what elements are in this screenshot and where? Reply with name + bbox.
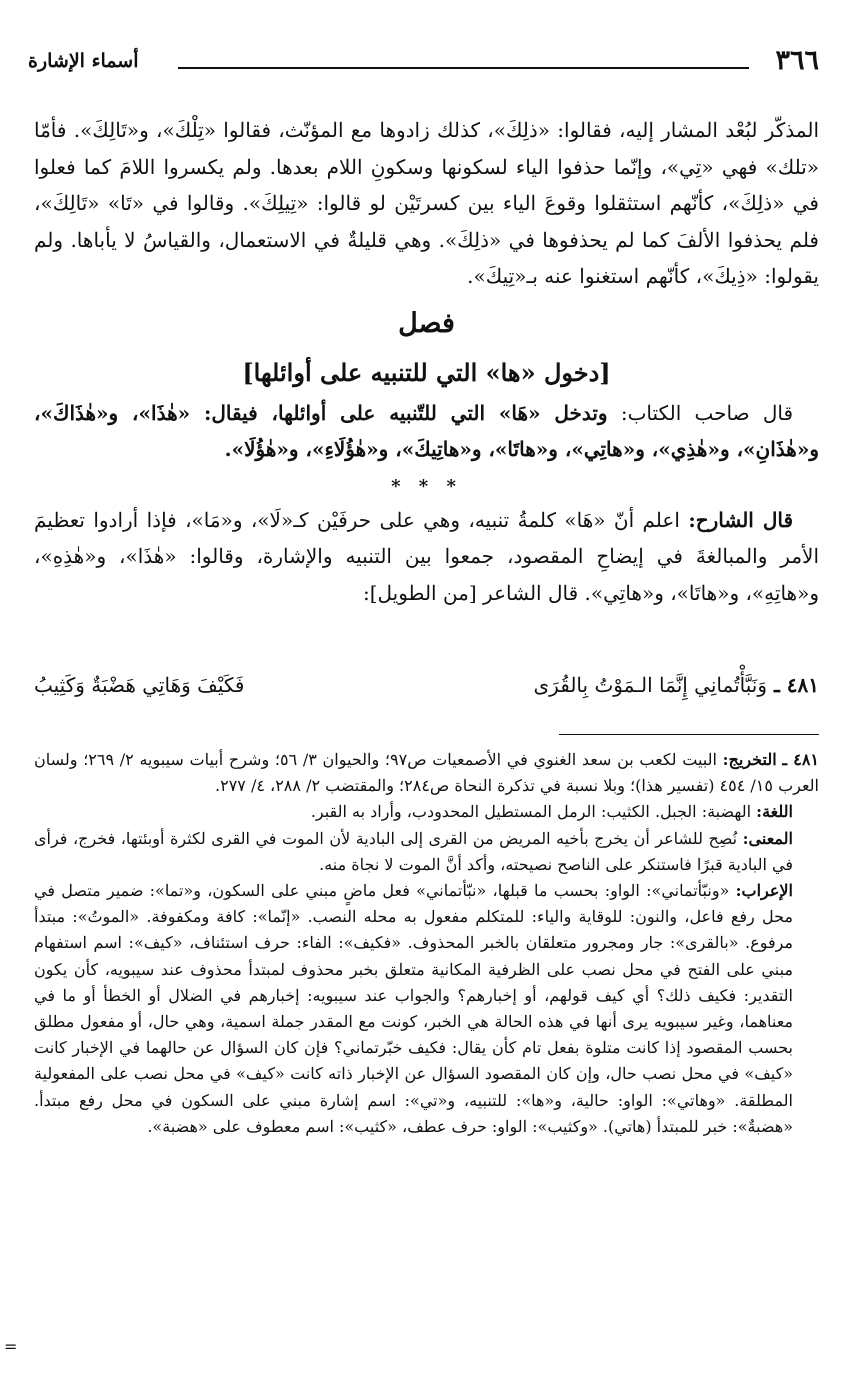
separator-stars: * * *	[391, 475, 462, 497]
footnote-takhrij	[34, 747, 819, 799]
matn-text: وتدخل «هَا» التي للتّنبيه على أوائلها، فيقال: «هٰذَا»، و«هٰذَاكَ»، و«هٰذَانِ»، و«هٰذِي»، و«هاتِي»، و«هاتَا»، و«هاتِيكَ»، و«هٰؤُلَاءِ»، و«هٰؤُلَا».	[34, 400, 819, 461]
header-rule	[178, 67, 749, 69]
section-subtitle: [دخول «ها» التي للتنبيه على أوائلها]	[242, 357, 611, 387]
sharh-paragraph	[34, 502, 819, 612]
footnote-maana	[34, 826, 819, 878]
takhrij-label: التخريج:	[722, 750, 777, 769]
footnote-number: ٤٨١ ـ	[782, 750, 819, 769]
section-title: فصل	[398, 307, 455, 339]
main-text	[34, 112, 819, 611]
verse-second-hemistich: فَكَيْفَ وَهَاتِي هَضْبَةٌ وَكَثِيبُ	[34, 673, 245, 697]
irab-text: «ونبّأتماني»: الواو: بحسب ما قبلها، «نبّأتماني» فعل ماضٍ مبني على السكون، و«تما»: ضمير متصل في محل رفع فاعل، والنون: للوقاية والياء: للمتكلم مفعول به محله النصب. «إنّما»: كافة ومكفوفة. «الموتُ»: مبتدأ مرفوع. «بالقرى»: جار ومجرور متعلقان بالخبر المحذوف. «فكيف»: الفاء: حرف استئناف، «كيف»: اسم استفهام مبني على الفتح في محل نصب على الظرفية المكانية متعلق بخبر محذوف لمبتدأ محذوف عند سيبويه، كأن يكون التقدير: فكيف ذلك؟ أي كيف قولهم، أو إخبارهم؟ والجواب عند سيبويه: إخبارهم في الضلال أو الخطأ أو ما في معناهما، وغير سيبويه يرى أنها في هذه الحالة هي الخبر، كونت مع المقدر جملة اسمية، وهي حال، أو مفعول مطلق بحسب المقصود إذا كانت متلوة بفعل تام كأن يقال: فكيف خبّرتماني؟ فإن كان السؤال عن حالهما في الإخبار كانت «كيف» في محل نصب حال، وإن كان المقصود السؤال عن الإخبار ذاته كانت «كيف» في محل نصب على المفعولية المطلقة. «وهاتي»: الواو: حالية، و«ها»: للتنبيه، و«تي»: اسم إشارة مبني على السكون في محل رفع مبتدأ. «هضبةٌ»: خبر للمبتدأ (هاتي). «وكثيب»: الواو: حرف عطف، «كثيب»: اسم معطوف على «هضبة».	[34, 881, 794, 1136]
takhrij-text: البيت لكعب بن سعد الغنوي في الأصمعيات ص٩٧؛ والحيوان ٣/ ٥٦؛ وشرح أبيات سيبويه ٢/ ٢٦٩؛ ولسان العرب ١٥/ ٤٥٤ (تفسير هذا)؛ وبلا نسبة في تذكرة النحاة ص٢٨٤؛ والمقتضب ٢/ ٢٨٨، ٤/ ٢٧٧.	[34, 750, 819, 796]
lugha-label: اللغة:	[756, 802, 793, 822]
sharh-text: اعلم أنّ «هَا» كلمةُ تنبيه، وهي على حرفَيْن كـ«لَا»، و«مَا»، فإذا أرادوا تعظيمَ الأمر والمبالغةَ في إيضاحِ المقصود، جمعوا بين التنبيه والإشارة، وقالوا: «هٰذَا»، و«هٰذِهِ»، و«هاتِهِ»، و«هاتَا»، و«هاتِي». قال الشاعر [من الطويل]:	[34, 507, 819, 605]
sharh-lead: قال الشارح:	[688, 507, 794, 532]
maana-label: المعنى:	[742, 828, 793, 848]
matn-paragraph	[34, 395, 819, 468]
footnote-lugha	[34, 799, 819, 825]
poem-verse	[34, 667, 819, 703]
page-header	[28, 44, 819, 78]
lugha-text: الهضبة: الجبل. الكثيب: الرمل المستطيل المحدودب، وأراد به القبر.	[310, 802, 752, 822]
maana-text: نُصِح للشاعر أن يخرج بأخيه المريض من القرى إلى البادية لأن الموت في القرى لكثرة أوبئتها، فخرج، فرأى في البادية قبرًا فاستنكر على الناصح نصيحته، وأكد أنَّ الموت لا نجاة منه.	[34, 828, 793, 874]
intro-paragraph: المذكّر لبُعْد المشار إليه، فقالوا: «ذلِكَ»، كذلك زادوها مع المؤنّث، فقالوا «تِلْكَ»، و«تَالِكَ». فأمّا «تلك» فهي «تِي»، وإنّما حذفوا الياء لسكونها وسكونِ اللام بعدها. ولم يكسروا اللامَ كما فعلوا في «ذلِكَ»، كأنّهم استثقلوا وقوعَ الياء بين كسرتَيْن لو قالوا: «تِيلِكَ». وقالوا في «تَا» «تَالِكَ»، فلم يحذفوا الألفَ كما لم يحذفوها في «ذلِكَ». وهي قليلةٌ في الاستعمال، والقياسُ لا يأباها. ولم يقولوا: «ذِيكَ»، كأنّهم استغنوا عنه بـ«تِيكَ».	[34, 118, 819, 288]
running-title: أسماء الإشارة	[28, 50, 139, 72]
page-number: ٣٦٦	[775, 45, 819, 76]
matn-lead: قال صاحب الكتاب:	[620, 400, 794, 425]
verse-first-hemistich: وَنَبَّأْتُمانِي إِنَّمَا الـمَوْتُ بِالقُرَى	[533, 673, 767, 697]
footnote-irab	[34, 878, 819, 1140]
footnotes	[34, 747, 819, 1140]
continuation-mark: =	[4, 1337, 18, 1356]
verse-number: ٤٨١ ـ	[773, 673, 819, 697]
footnote-rule	[559, 734, 819, 735]
irab-label: الإعراب:	[735, 881, 793, 901]
